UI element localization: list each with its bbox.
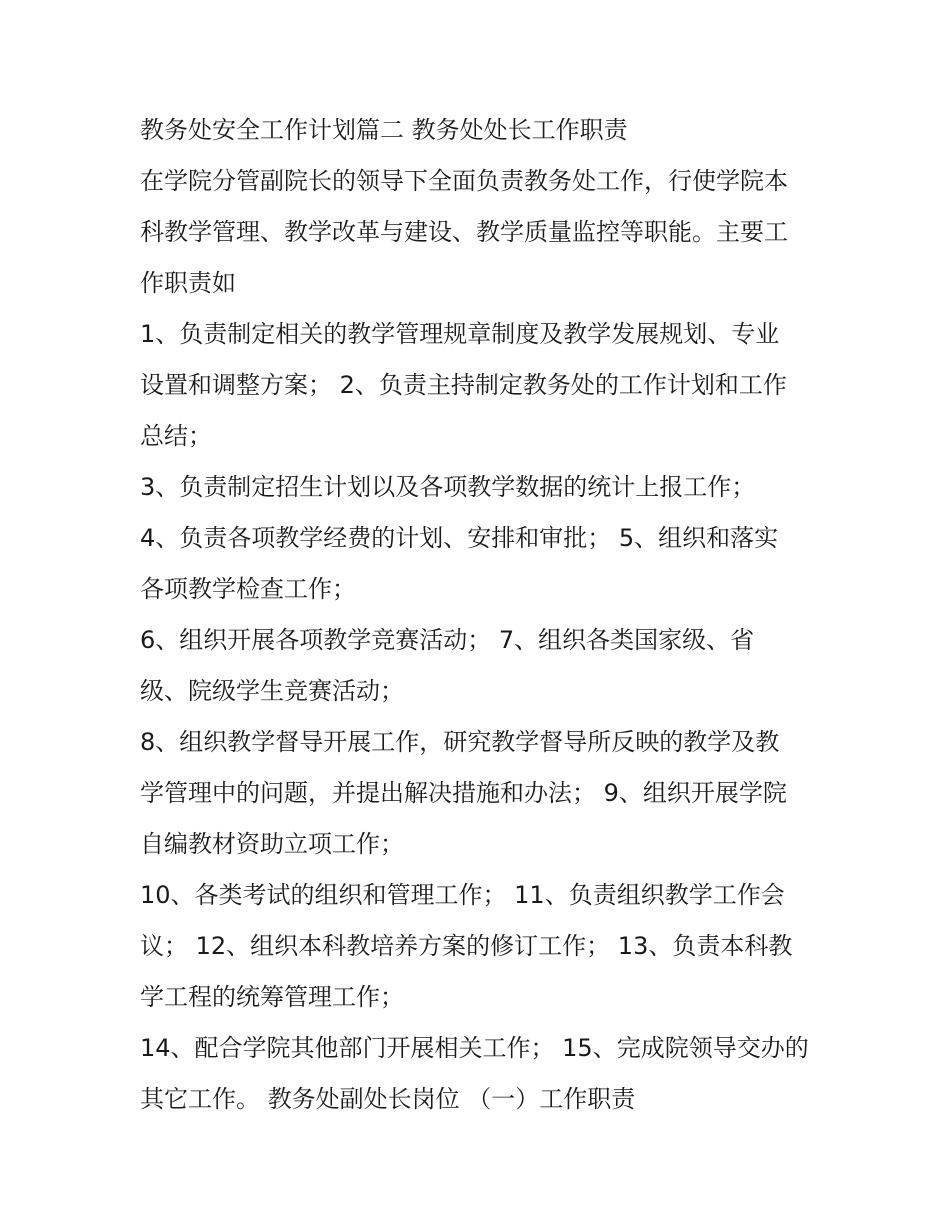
paragraph-line: 14、配合学院其他部门开展相关工作； 15、完成院领导交办的: [140, 1034, 809, 1062]
paragraph-line: 3、负责制定招生计划以及各项教学数据的统计上报工作；: [140, 473, 756, 501]
document-title: 教务处安全工作计划篇二 教务处处长工作职责: [140, 116, 628, 144]
paragraph-line: 学管理中的问题，并提出解决措施和办法； 9、组织开展学院: [140, 779, 787, 807]
paragraph-line: 议； 12、组织本科教培养方案的修订工作； 13、负责本科教: [140, 932, 793, 960]
paragraph-line: 其它工作。 教务处副处长岗位 （一）工作职责: [140, 1085, 636, 1113]
paragraph-line: 科教学管理、教学改革与建设、教学质量监控等职能。主要工: [140, 218, 788, 246]
paragraph-line: 10、各类考试的组织和管理工作； 11、负责组织教学工作会: [140, 881, 785, 909]
paragraph-line: 8、组织教学督导开展工作，研究教学督导所反映的教学及教: [140, 728, 780, 756]
paragraph-line: 作职责如: [140, 269, 236, 297]
paragraph-line: 在学院分管副院长的领导下全面负责教务处工作，行使学院本: [140, 167, 788, 195]
paragraph-line: 6、组织开展各项教学竞赛活动； 7、组织各类国家级、省: [140, 626, 755, 654]
paragraph-line: 自编教材资助立项工作；: [140, 830, 404, 858]
paragraph-line: 1、负责制定相关的教学管理规章制度及教学发展规划、专业: [140, 320, 780, 348]
paragraph-line: 设置和调整方案； 2、负责主持制定教务处的工作计划和工作: [140, 371, 787, 399]
paragraph-line: 级、院级学生竞赛活动；: [140, 677, 404, 705]
paragraph-line: 各项教学检查工作；: [140, 575, 356, 603]
paragraph-line: 总结；: [140, 422, 212, 450]
paragraph-line: 学工程的统筹管理工作；: [140, 983, 404, 1011]
paragraph-line: 4、负责各项教学经费的计划、安排和审批； 5、组织和落实: [140, 524, 779, 552]
